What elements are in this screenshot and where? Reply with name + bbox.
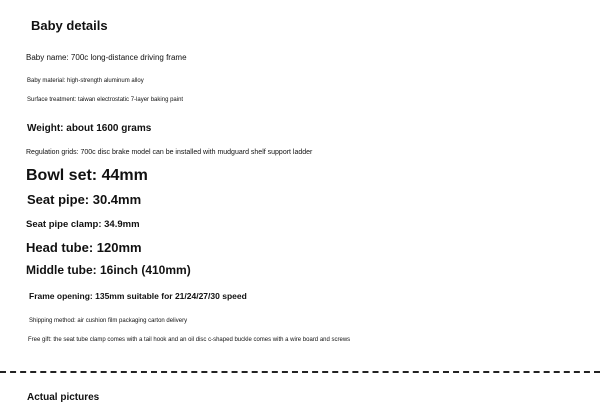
spec-surface-treatment: Surface treatment: taiwan electrostatic 7-layer baking paint bbox=[27, 97, 184, 103]
spec-frame-opening: Frame opening: 135mm suitable for 21/24/27/30 speed bbox=[29, 291, 247, 301]
spec-middle-tube: Middle tube: 16inch (410mm) bbox=[26, 263, 191, 277]
spec-shipping-method: Shipping method: air cushion film packaging carton delivery bbox=[29, 318, 188, 324]
spec-free-gift: Free gift: the seat tube clamp comes with a tail hook and an oil disc c-shaped buckle comes with a wire board and screws bbox=[28, 337, 351, 343]
section-divider bbox=[0, 371, 600, 373]
spec-head-tube: Head tube: 120mm bbox=[26, 240, 142, 255]
spec-seat-pipe: Seat pipe: 30.4mm bbox=[27, 192, 142, 207]
spec-seat-pipe-clamp: Seat pipe clamp: 34.9mm bbox=[26, 219, 140, 230]
spec-baby-material: Baby material: high-strength aluminum alloy bbox=[27, 78, 144, 84]
spec-bowl-set: Bowl set: 44mm bbox=[26, 167, 148, 184]
section-title-actual-pictures: Actual pictures bbox=[27, 392, 100, 403]
spec-baby-name: Baby name: 700c long-distance driving frame bbox=[26, 53, 187, 62]
spec-regulation-grids: Regulation grids: 700c disc brake model can be installed with mudguard shelf support ladder bbox=[26, 149, 313, 156]
spec-weight: Weight: about 1600 grams bbox=[27, 123, 152, 134]
section-title-baby-details: Baby details bbox=[31, 18, 108, 33]
